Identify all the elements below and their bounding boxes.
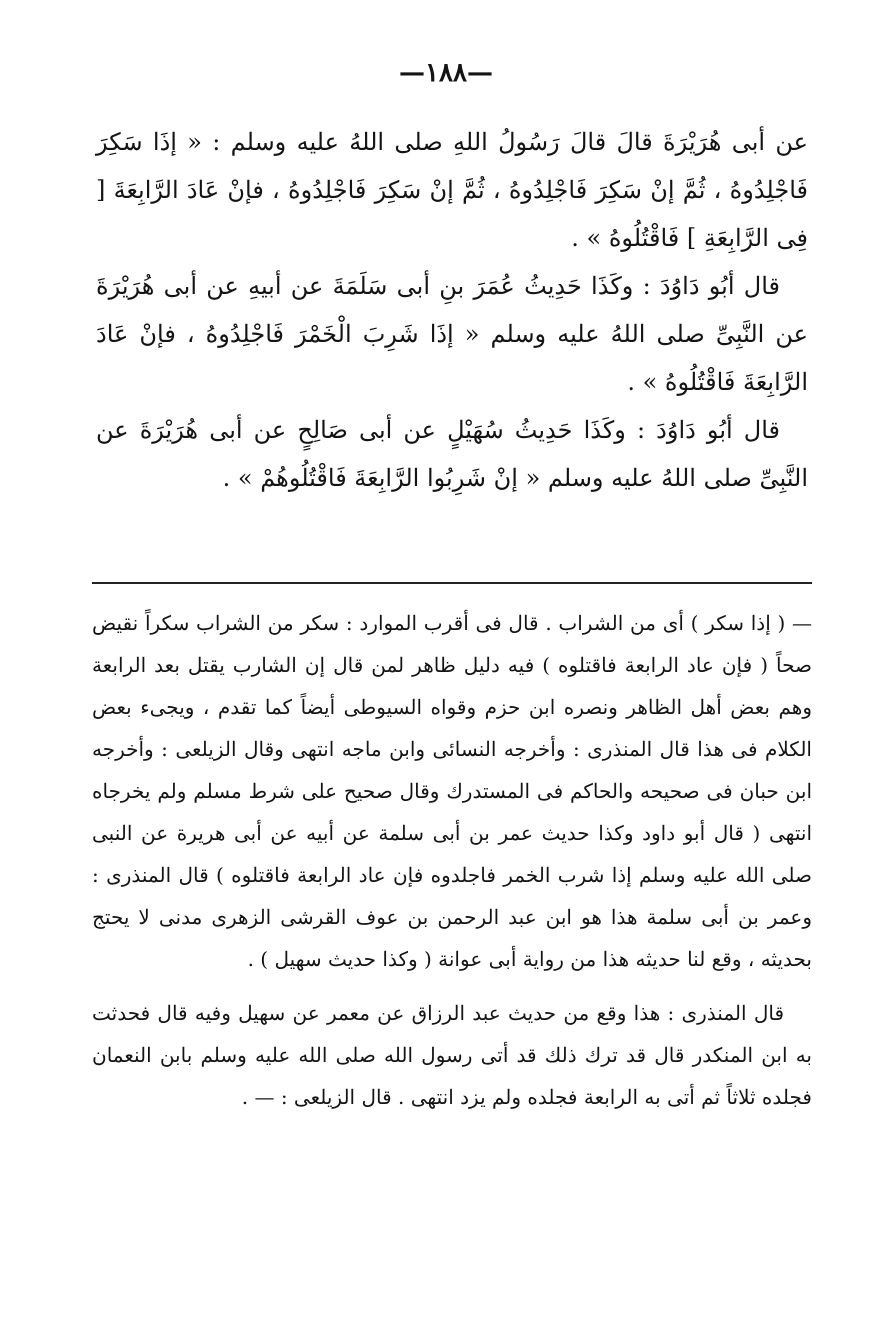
hadith-paragraph: قال أبُو دَاوُدَ : وكَذَا حَدِيثُ عُمَرَ بنِ أبى سَلَمَةَ عن أبيهِ عن أبى هُرَيْرَةَ عن النَّبِىِّ صلى اللهُ عليه وسلم « إذَا شَرِبَ الْخَمْرَ فَاجْلِدُوهُ ، فإنْ عَادَ الرَّابِعَةَ فَاقْتُلُوهُ » . bbox=[96, 272, 808, 396]
footnote-divider bbox=[92, 582, 812, 584]
hadith-paragraph: قال أبُو دَاوُدَ : وكَذَا حَدِيثُ سُهَيْلٍ عن أبى صَالِحٍ عن أبى هُرَيْرَةَ عن النَّبِىِّ صلى اللهُ عليه وسلم « إنْ شَرِبُوا الرَّابِعَةَ فَاقْتُلُوهُمْ » . bbox=[96, 416, 808, 492]
commentary-paragraph: — ( إذا سكر ) أى من الشراب . قال فى أقرب الموارد : سكر من الشراب سكراً نقيض صحاً ( فإن عاد الرابعة فاقتلوه ) فيه دليل ظاهر لمن قال إن الشارب يقتل بعد الرابعة وهم بعض أهل الظاهر ونصره ابن حزم وقواه السيوطى أيضاً كما تقدم ، ويجىء بعض الكلام فى هذا قال المنذرى : وأخرجه النسائى وابن ماجه انتهى وقال الزيلعى : وأخرجه ابن حبان فى صحيحه والحاكم فى المستدرك وقال صحيح على شرط مسلم ولم يخرجاه انتهى ( قال أبو داود وكذا حديث عمر بن أبى سلمة عن أبيه عن أبى هريرة عن النبى صلى الله عليه وسلم إذا شرب الخمر فاجلدوه فإن عاد الرابعة فاقتلوه ) قال المنذرى : وعمر بن أبى سلمة هذا هو ابن عبد الرحمن بن عوف القرشى الزهرى مدنى لا يحتج بحديثه ، وقع لنا حديثه هذا من رواية أبى عوانة ( وكذا حديث سهيل ) . bbox=[92, 611, 813, 971]
hadith-text bbox=[96, 118, 808, 502]
commentary-paragraph: قال المنذرى : هذا وقع من حديث عبد الرزاق عن معمر عن سهيل وفيه قال فحدثت به ابن المنكدر قال قد ترك ذلك قد أتى رسول الله صلى الله عليه وسلم بابن النعمان فجلده ثلاثاً ثم أتى به الرابعة فجلده ولم يزد انتهى . قال الزيلعى : — . bbox=[92, 1001, 812, 1109]
hadith-paragraph: عن أبى هُرَيْرَةَ قالَ قالَ رَسُولُ اللهِ صلى اللهُ عليه وسلم : « إذَا سَكِرَ فَاجْلِدُوهُ ، ثُمَّ إنْ سَكِرَ فَاجْلِدُوهُ ، ثُمَّ إنْ سَكِرَ فَاجْلِدُوهُ ، فإنْ عَادَ الرَّابِعَةَ [ فِى الرَّابِعَةِ ] فَاقْتُلُوهُ » . bbox=[96, 128, 808, 252]
commentary-footnotes bbox=[92, 602, 812, 1118]
page-number: —١٨٨— bbox=[399, 58, 493, 88]
